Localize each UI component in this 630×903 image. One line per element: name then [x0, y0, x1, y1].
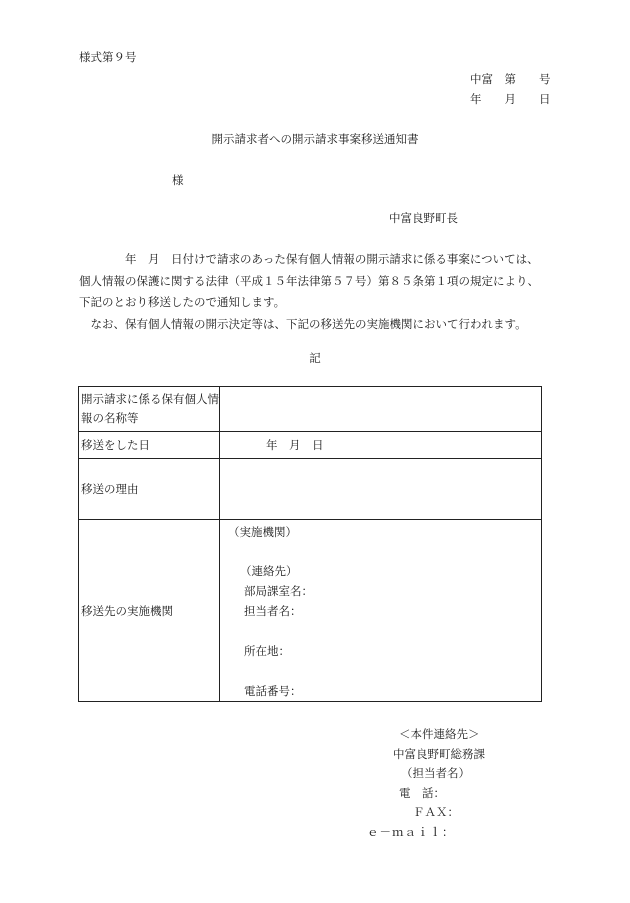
footer-phone: 電 話：: [399, 785, 445, 800]
table-row: [79, 387, 542, 432]
table-row: [79, 459, 542, 520]
body-line: 個人情報の保護に関する法律（平成１５年法律第５７号）第８５条第１項の規定により、: [79, 273, 539, 288]
info-name-value: [220, 387, 542, 432]
destination-address: 所在地：: [244, 644, 290, 658]
addressee: 様: [172, 173, 184, 187]
info-name-label: 開示請求に係る保有個人情報の名称等: [79, 387, 220, 432]
footer-person: （担当者名）: [401, 766, 470, 780]
body-line: 年 月 日付けで請求のあった保有個人情報の開示請求に係る事案については、: [79, 252, 539, 266]
footer-heading: ＜本件連絡先＞: [399, 727, 480, 741]
sender: 中富良野町長: [389, 211, 458, 225]
transfer-date-label: 移送をした日: [79, 432, 220, 459]
destination-dept: 部局課室名：: [244, 584, 313, 598]
destination-contact: （連絡先）: [240, 564, 298, 578]
destination-value: [220, 520, 542, 702]
ki-heading: 記: [309, 351, 321, 365]
reference-date: 年 月 日: [470, 92, 551, 106]
destination-org: （実施機関）: [228, 525, 297, 539]
body-line: なお、保有個人情報の開示決定等は、下記の移送先の実施機関において行われます。: [79, 316, 527, 331]
transfer-reason-value: [220, 459, 542, 520]
footer-email: ｅ－ｍａｉｌ：: [367, 824, 455, 839]
body-text: [79, 249, 539, 335]
body-line: 下記のとおり移送したので通知します。: [79, 295, 286, 309]
reference-number: 中富 第 号: [470, 72, 551, 86]
form-number: 様式第９号: [79, 50, 137, 64]
destination-person: 担当者名：: [244, 604, 302, 618]
footer-dept: 中富良野町総務課: [393, 746, 485, 761]
footer-fax: ＦＡＸ：: [413, 805, 459, 819]
contact-footer: [367, 725, 485, 842]
transfer-reason-label: 移送の理由: [79, 459, 220, 520]
transfer-details-table: [78, 386, 542, 702]
table-row: [79, 432, 542, 459]
table-row: [79, 520, 542, 702]
document-title: 開示請求者への開示請求事案移送通知書: [211, 132, 419, 146]
destination-label: 移送先の実施機関: [79, 520, 220, 702]
destination-phone: 電話番号：: [244, 684, 302, 698]
transfer-date-value: 年 月 日: [220, 432, 542, 459]
